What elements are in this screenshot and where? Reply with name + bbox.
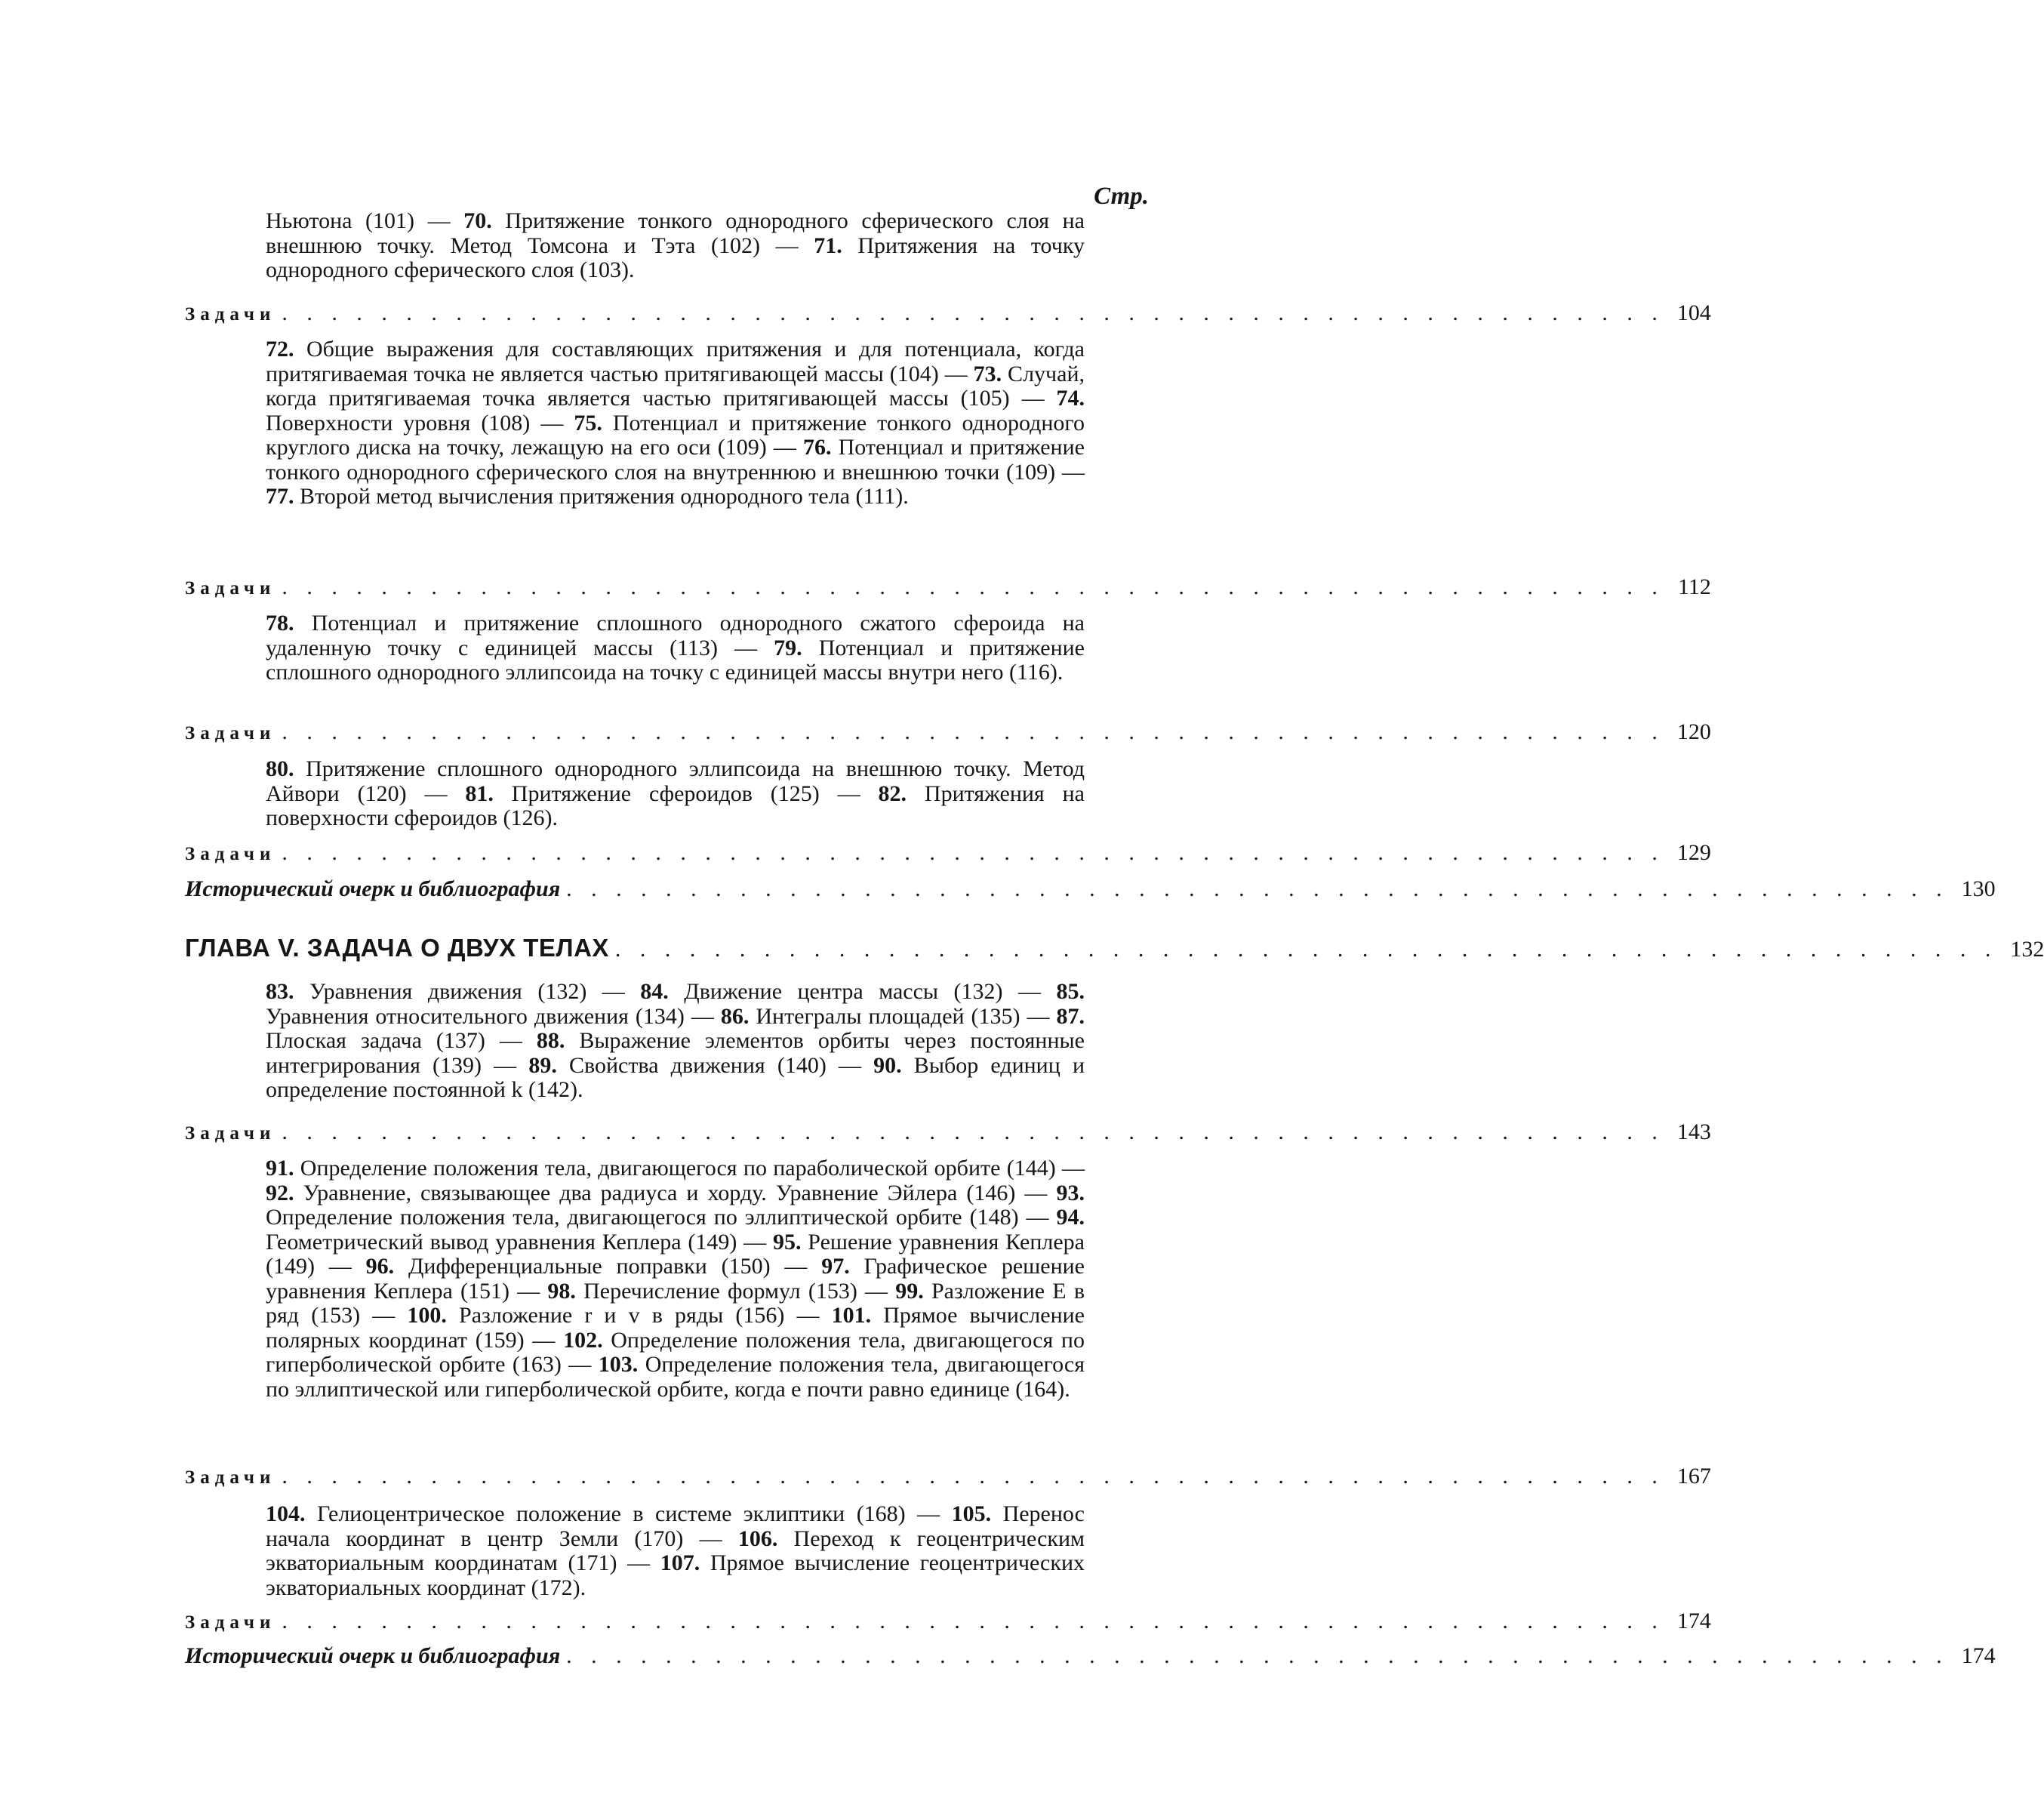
toc-page-number: 120 [1676, 719, 1711, 744]
toc-row-historical-essay[interactable] [185, 1643, 1996, 1670]
toc-paragraph [266, 980, 1085, 1103]
toc-page-number: 130 [1961, 876, 1996, 901]
toc-page-number: 104 [1676, 300, 1711, 325]
section-number: 98. [547, 1278, 576, 1304]
section-number: 71. [814, 232, 842, 258]
section-text: Свойства движения (140) — [556, 1052, 874, 1078]
chapter-title: ГЛАВА V. ЗАДАЧА О ДВУХ ТЕЛАХ [185, 934, 609, 962]
section-number: 73. [973, 361, 1002, 386]
toc-row-label: Задачи [185, 304, 276, 325]
section-text: Выбор единиц и определение постоянной k (142). [266, 1052, 1085, 1102]
section-number: 99. [895, 1278, 924, 1304]
dot-leader: . . . . . . . . . . . . . . . . . . . . . . . . . . . . . . . . . . . . . . . . . . . . . . . . . . . . . . . . [282, 840, 1664, 865]
section-number: 89. [528, 1052, 557, 1078]
dot-leader: . . . . . . . . . . . . . . . . . . . . . . . . . . . . . . . . . . . . . . . . . . . . . . . . . . . . . . . . [282, 719, 1664, 744]
section-text: Плоская задача (137) — [266, 1028, 537, 1053]
section-text: Решение уравнения Кеплера (149) — [266, 1229, 1085, 1279]
toc-row-label: Исторический очерк и библиография [185, 1643, 561, 1668]
toc-row-label: Задачи [185, 1612, 276, 1633]
toc-row-label: Задачи [185, 1123, 276, 1144]
section-number: 77. [266, 484, 294, 509]
section-number: 79. [774, 635, 802, 660]
section-number: 103. [598, 1352, 639, 1377]
section-text: Гелиоцентрическое положение в системе эклиптики (168) — [305, 1501, 952, 1526]
toc-row-problems[interactable] [185, 300, 1711, 328]
section-number: 85. [1056, 979, 1085, 1004]
section-text: Притяжение тонкого однородного сферического слоя на внешнюю точку. Метод Томсона и Тэта (102) — [266, 208, 1085, 258]
section-number: 72. [266, 337, 294, 362]
toc-page-number: 112 [1677, 574, 1711, 599]
section-text: Потенциал и притяжение сплошного однородного эллипсоида на точку с единицей массы внутри него (116). [266, 635, 1085, 685]
section-number: 100. [407, 1303, 447, 1328]
section-number: 80. [266, 756, 294, 781]
section-number: 78. [266, 611, 294, 636]
section-text: Дифференциальные поправки (150) — [394, 1254, 822, 1279]
section-text: Интегралы площадей (135) — [749, 1003, 1057, 1029]
section-text: Определение положения тела, двигающегося по эллиптической орбите (148) — [266, 1205, 1057, 1230]
section-text: Притяжение сфероидов (125) — [493, 780, 879, 806]
section-text: Перенос начала координат в центр Земли (170) — [266, 1501, 1085, 1551]
section-text: Общие выражения для составляющих притяжения и для потенциала, когда притягиваемая точка не является частью притягивающей массы (104) — [266, 337, 1085, 386]
dot-leader: . . . . . . . . . . . . . . . . . . . . . . . . . . . . . . . . . . . . . . . . . . . . . . . . . . . . . . . . [282, 1119, 1664, 1144]
section-number: 86. [720, 1003, 750, 1029]
dot-leader: . . . . . . . . . . . . . . . . . . . . . . . . . . . . . . . . . . . . . . . . . . . . . . . . . . . . . . . . [614, 937, 1998, 962]
section-text: Притяжения на поверхности сфероидов (126). [266, 780, 1085, 830]
section-number: 75. [574, 410, 602, 436]
section-number: 94. [1056, 1205, 1085, 1230]
toc-paragraph [266, 1156, 1085, 1402]
section-text: Перечисление формул (153) — [575, 1278, 896, 1304]
section-text: Разложение E в ряд (153) — [266, 1278, 1085, 1328]
dot-leader: . . . . . . . . . . . . . . . . . . . . . . . . . . . . . . . . . . . . . . . . . . . . . . . . . . . . . . . . [282, 574, 1664, 599]
toc-row-label: Задачи [185, 1467, 276, 1488]
section-text: Уравнения относительного движения (134) — [266, 1003, 721, 1029]
section-text: Переход к геоцентрическим экваториальным координатам (171) — [266, 1526, 1085, 1575]
section-text: Прямое вычисление геоцентрических экваториальных координат (172). [266, 1550, 1085, 1600]
section-text: Уравнение, связывающее два радиуса и хорду. Уравнение Эйлера (146) — [294, 1180, 1057, 1205]
section-number: 93. [1056, 1180, 1085, 1205]
section-number: 74. [1056, 386, 1085, 411]
section-text: Определение положения тела, двигающегося по параболической орбите (144) — [294, 1156, 1085, 1181]
section-text: Потенциал и притяжение тонкого однородного круглого диска на точку, лежащую на его оси (109) — [266, 410, 1085, 460]
section-number: 92. [266, 1180, 294, 1205]
toc-row-problems[interactable] [185, 1608, 1711, 1636]
toc-row-historical-essay[interactable] [185, 876, 1996, 903]
section-text: Притяжения на точку однородного сферического слоя (103). [266, 232, 1085, 282]
section-text: Геометрический вывод уравнения Кеплера (149) — [266, 1229, 773, 1255]
section-number: 102. [563, 1327, 603, 1353]
section-number: 91. [266, 1156, 294, 1181]
toc-row-problems[interactable] [185, 1119, 1711, 1147]
toc-page-number: 174 [1961, 1643, 1996, 1668]
section-text: Второй метод вычисления притяжения однородного тела (111). [294, 484, 909, 509]
toc-row-label: Задачи [185, 578, 276, 599]
page-column-label: Стр. [1094, 183, 1149, 210]
section-text: Потенциал и притяжение сплошного однородного сжатого сфероида на удаленную точку с единицей массы (113) — [266, 611, 1085, 660]
section-text: Уравнения движения (132) — [294, 979, 641, 1004]
section-number: 88. [536, 1028, 565, 1053]
toc-row-chapter-heading[interactable] [185, 934, 2044, 963]
toc-row-problems[interactable] [185, 574, 1711, 602]
section-number: 81. [465, 780, 494, 806]
section-text: Прямое вычисление полярных координат (159) — [266, 1303, 1085, 1353]
section-number: 96. [365, 1254, 395, 1279]
section-text: Графическое решение уравнения Кеплера (151) — [266, 1254, 1085, 1304]
toc-paragraph [266, 757, 1085, 831]
section-text: Определение положения тела, двигающегося по эллиптической или гиперболической орбите, когда e почти равно единице (164). [266, 1352, 1085, 1402]
section-number: 107. [660, 1550, 700, 1575]
toc-page-number: 174 [1676, 1609, 1711, 1633]
toc-paragraph [266, 337, 1085, 510]
section-text: Движение центра массы (132) — [668, 979, 1057, 1004]
section-text: Притяжение сплошного однородного эллипсоида на внешнюю точку. Метод Айвори (120) — [266, 756, 1085, 806]
toc-row-problems[interactable] [185, 839, 1711, 868]
section-number: 82. [878, 780, 907, 806]
section-text: Случай, когда притягиваемая точка является частью притягивающей массы (105) — [266, 361, 1085, 411]
section-text: Определение положения тела, двигающегося по гиперболической орбите (163) — [266, 1327, 1085, 1377]
section-number: 70. [463, 208, 492, 233]
toc-paragraph [266, 611, 1085, 685]
toc-row-label: Задачи [185, 723, 276, 744]
section-text: Поверхности уровня (108) — [266, 410, 574, 436]
section-number: 84. [640, 979, 669, 1004]
section-text: Разложение r и v в ряды (156) — [446, 1303, 832, 1328]
dot-leader: . . . . . . . . . . . . . . . . . . . . . . . . . . . . . . . . . . . . . . . . . . . . . . . . . . . . . . . . [282, 1464, 1664, 1489]
toc-row-problems[interactable] [185, 1463, 1711, 1492]
section-number: 105. [951, 1501, 992, 1526]
section-number: 83. [266, 979, 294, 1004]
toc-row-label: Задачи [185, 844, 276, 864]
toc-page-number: 167 [1676, 1464, 1711, 1489]
section-text: Потенциал и притяжение тонкого однородного сферического слоя на внутреннюю и внешнюю точки (109) — [266, 435, 1085, 485]
section-number: 106. [737, 1526, 778, 1551]
toc-row-problems[interactable] [185, 719, 1711, 747]
section-number: 95. [772, 1229, 802, 1255]
toc-paragraph [266, 209, 1085, 283]
section-number: 101. [831, 1303, 872, 1328]
dot-leader: . . . . . . . . . . . . . . . . . . . . . . . . . . . . . . . . . . . . . . . . . . . . . . . . . . . . . . . . [282, 300, 1664, 325]
section-number: 97. [821, 1254, 850, 1279]
toc-row-label: Исторический очерк и библиография [185, 876, 561, 901]
toc-page-number: 143 [1676, 1119, 1711, 1144]
toc-paragraph [266, 1502, 1085, 1600]
section-number: 87. [1056, 1003, 1085, 1029]
section-number: 104. [266, 1501, 306, 1526]
dot-leader: . . . . . . . . . . . . . . . . . . . . . . . . . . . . . . . . . . . . . . . . . . . . . . . . . . . . . . . . [566, 1643, 1949, 1668]
dot-leader: . . . . . . . . . . . . . . . . . . . . . . . . . . . . . . . . . . . . . . . . . . . . . . . . . . . . . . . . [566, 876, 1949, 901]
toc-page-number: 129 [1676, 840, 1711, 865]
section-number: 90. [873, 1052, 902, 1078]
section-text: Ньютона (101) — [266, 208, 464, 233]
section-text: Выражение элементов орбиты через постоянные интегрирования (139) — [266, 1028, 1085, 1078]
dot-leader: . . . . . . . . . . . . . . . . . . . . . . . . . . . . . . . . . . . . . . . . . . . . . . . . . . . . . . . . [282, 1609, 1664, 1633]
toc-page-number: 132 [2010, 937, 2044, 962]
section-number: 76. [802, 435, 832, 460]
